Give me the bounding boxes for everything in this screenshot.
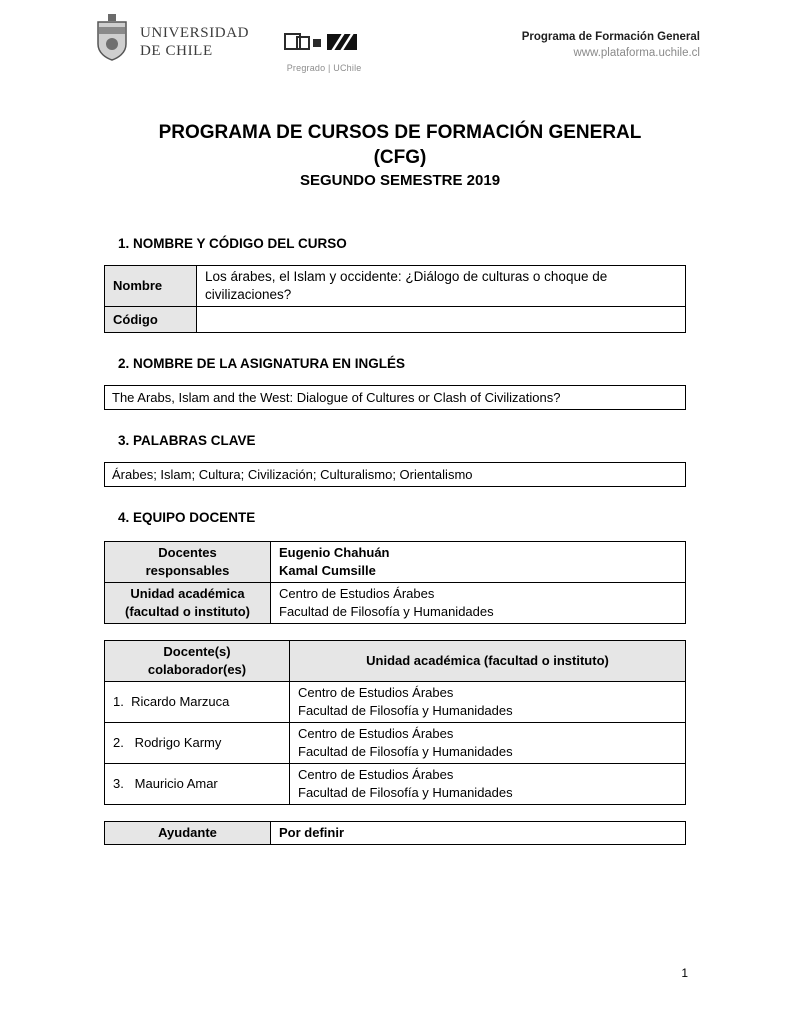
responsable-name: Kamal Cumsille — [279, 563, 376, 578]
colab-header-line1: Docente(s) — [163, 644, 231, 659]
unidad-label-line2: (facultad o instituto) — [125, 604, 250, 619]
section2-heading: 2. NOMBRE DE LA ASIGNATURA EN INGLÉS — [118, 356, 406, 371]
english-name-box: The Arabs, Islam and the West: Dialogue of Cultures or Clash of Civilizations? — [104, 385, 686, 410]
ayudante-value-cell: Por definir — [271, 822, 686, 845]
table-row — [105, 583, 686, 624]
responsables-label-cell — [105, 542, 271, 583]
responsable-name: Eugenio Chahuán — [279, 545, 390, 560]
colaborador-unidad-cell — [290, 682, 686, 723]
colaborador-name-cell: 2. Rodrigo Karmy — [105, 723, 290, 764]
website-url[interactable]: www.plataforma.uchile.cl — [573, 47, 700, 59]
title-line3: SEGUNDO SEMESTRE 2019 — [299, 172, 501, 189]
table-header-row — [105, 641, 686, 682]
header-right — [522, 29, 700, 80]
colaborador-name-cell: 1. Ricardo Marzuca — [105, 682, 290, 723]
unidad-academica-value-cell — [271, 583, 686, 624]
unidad-line: Centro de Estudios Árabes — [298, 767, 454, 782]
table-row — [105, 266, 686, 307]
responsables-names-cell — [271, 542, 686, 583]
docentes-colaboradores-table — [104, 640, 686, 805]
table-row — [105, 822, 686, 845]
title-line2: (CFG) — [373, 147, 427, 168]
nombre-value-cell: Los árabes, el Islam y occidente: ¿Diálogo de culturas o choque de civilizaciones? — [197, 266, 686, 307]
title-line1: PROGRAMA DE CURSOS DE FORMACIÓN GENERAL — [158, 122, 642, 143]
table-row — [105, 682, 686, 723]
responsables-label-line2: responsables — [145, 563, 230, 578]
document-header — [0, 0, 800, 80]
colaborador-unidad-cell — [290, 723, 686, 764]
document-title — [0, 120, 800, 192]
ayudante-label-cell: Ayudante — [105, 822, 271, 845]
pregrado-caption: Pregrado | UChile — [286, 63, 362, 73]
university-name — [140, 24, 249, 60]
unidad-line: Centro de Estudios Árabes — [298, 685, 454, 700]
universidad-de-chile-crest-icon — [94, 13, 130, 63]
unidad-line: Centro de Estudios Árabes — [279, 586, 435, 601]
codigo-value-cell — [197, 307, 686, 333]
table-row — [105, 723, 686, 764]
section4-heading: 4. EQUIPO DOCENTE — [118, 510, 256, 525]
unidad-label-line1: Unidad académica — [130, 586, 245, 601]
colaborador-unidad-cell — [290, 764, 686, 805]
program-name: Programa de Formación General — [521, 31, 700, 43]
colaborador-name-cell: 3. Mauricio Amar — [105, 764, 290, 805]
table-row — [105, 764, 686, 805]
nombre-label-cell: Nombre — [105, 266, 197, 307]
keywords-box: Árabes; Islam; Cultura; Civilización; Culturalismo; Orientalismo — [104, 462, 686, 487]
unidad-academica-label-cell — [105, 583, 271, 624]
section1-heading: 1. NOMBRE Y CÓDIGO DEL CURSO — [118, 236, 347, 251]
table-row — [105, 542, 686, 583]
page-number: 1 — [681, 966, 688, 980]
docentes-responsables-table — [104, 541, 686, 624]
unidad-header-cell: Unidad académica (facultad o instituto) — [290, 641, 686, 682]
pregrado-logo-block — [283, 31, 365, 73]
document-body — [104, 236, 686, 845]
header-left — [94, 13, 365, 80]
unidad-line: Centro de Estudios Árabes — [298, 726, 454, 741]
nombre-codigo-table — [104, 265, 686, 333]
unidad-line: Facultad de Filosofía y Humanidades — [298, 785, 513, 800]
colab-header-line2: colaborador(es) — [147, 662, 247, 677]
ayudante-table — [104, 821, 686, 845]
table-row — [105, 307, 686, 333]
university-name-line2: DE CHILE — [140, 43, 213, 59]
pregrado-uchile-logo-icon — [283, 31, 365, 55]
unidad-line: Facultad de Filosofía y Humanidades — [298, 744, 513, 759]
colaboradores-header-cell — [105, 641, 290, 682]
unidad-line: Facultad de Filosofía y Humanidades — [298, 703, 513, 718]
unidad-line: Facultad de Filosofía y Humanidades — [279, 604, 494, 619]
codigo-label-cell: Código — [105, 307, 197, 333]
section3-heading: 3. PALABRAS CLAVE — [118, 433, 256, 448]
university-name-line1: UNIVERSIDAD — [140, 25, 250, 41]
responsables-label-line1: Docentes — [158, 545, 217, 560]
